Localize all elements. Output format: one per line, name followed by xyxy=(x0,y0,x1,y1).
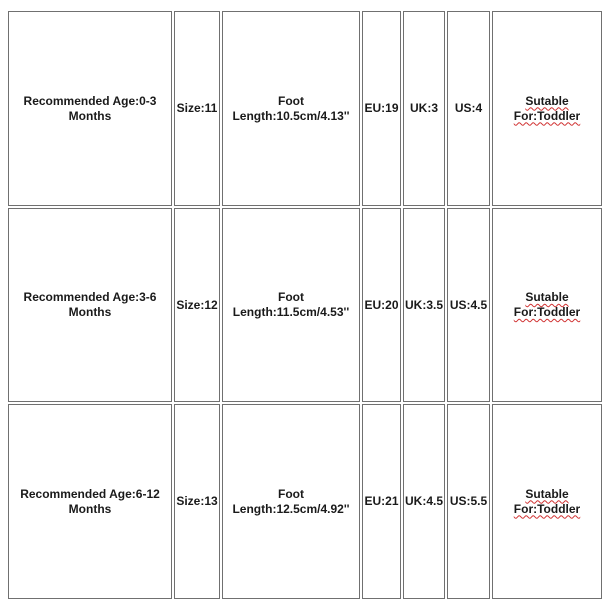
eu-size-cell xyxy=(362,404,401,599)
foot-length-text: Foot Length:12.5cm/4.92'' xyxy=(232,486,350,516)
foot-length-text: Foot Length:11.5cm/4.53'' xyxy=(232,290,350,319)
foot-length-cell xyxy=(222,208,360,402)
suitable-text: Sutable For:Toddler xyxy=(513,290,581,319)
size-cell xyxy=(174,404,220,599)
size-cell xyxy=(174,11,220,206)
uk-size-cell xyxy=(403,11,445,206)
foot-length-cell xyxy=(222,11,360,206)
us-size-text: US:4.5 xyxy=(449,297,488,312)
us-size-cell xyxy=(447,404,490,599)
size-text: Size:11 xyxy=(176,101,218,115)
size-text: Size:13 xyxy=(176,494,218,508)
eu-size-cell xyxy=(362,11,401,206)
eu-size-text: EU:20 xyxy=(364,297,399,312)
age-cell xyxy=(8,208,172,402)
age-text: Recommended Age:0-3 Months xyxy=(23,93,157,123)
us-size-text: US:4 xyxy=(454,101,483,115)
size-text: Size:12 xyxy=(176,297,218,312)
foot-length-cell xyxy=(222,404,360,599)
us-size-text: US:5.5 xyxy=(449,494,488,508)
us-size-cell xyxy=(447,208,490,402)
eu-size-text: EU:19 xyxy=(364,101,399,115)
uk-size-cell xyxy=(403,208,445,402)
eu-size-cell xyxy=(362,208,401,402)
suitable-cell xyxy=(492,404,602,599)
age-text: Recommended Age:3-6 Months xyxy=(23,290,157,319)
suitable-text: Sutable For:Toddler xyxy=(513,486,581,516)
us-size-cell xyxy=(447,11,490,206)
suitable-cell xyxy=(492,11,602,206)
age-text: Recommended Age:6-12 Months xyxy=(20,486,160,516)
suitable-text: Sutable For:Toddler xyxy=(513,93,581,123)
size-cell xyxy=(174,208,220,402)
uk-size-text: UK:4.5 xyxy=(405,494,444,508)
suitable-cell xyxy=(492,208,602,402)
uk-size-cell xyxy=(403,404,445,599)
eu-size-text: EU:21 xyxy=(364,494,399,508)
foot-length-text: Foot Length:10.5cm/4.13'' xyxy=(232,93,350,123)
age-cell xyxy=(8,404,172,599)
uk-size-text: UK:3 xyxy=(409,101,438,115)
age-cell xyxy=(8,11,172,206)
uk-size-text: UK:3.5 xyxy=(405,297,444,312)
